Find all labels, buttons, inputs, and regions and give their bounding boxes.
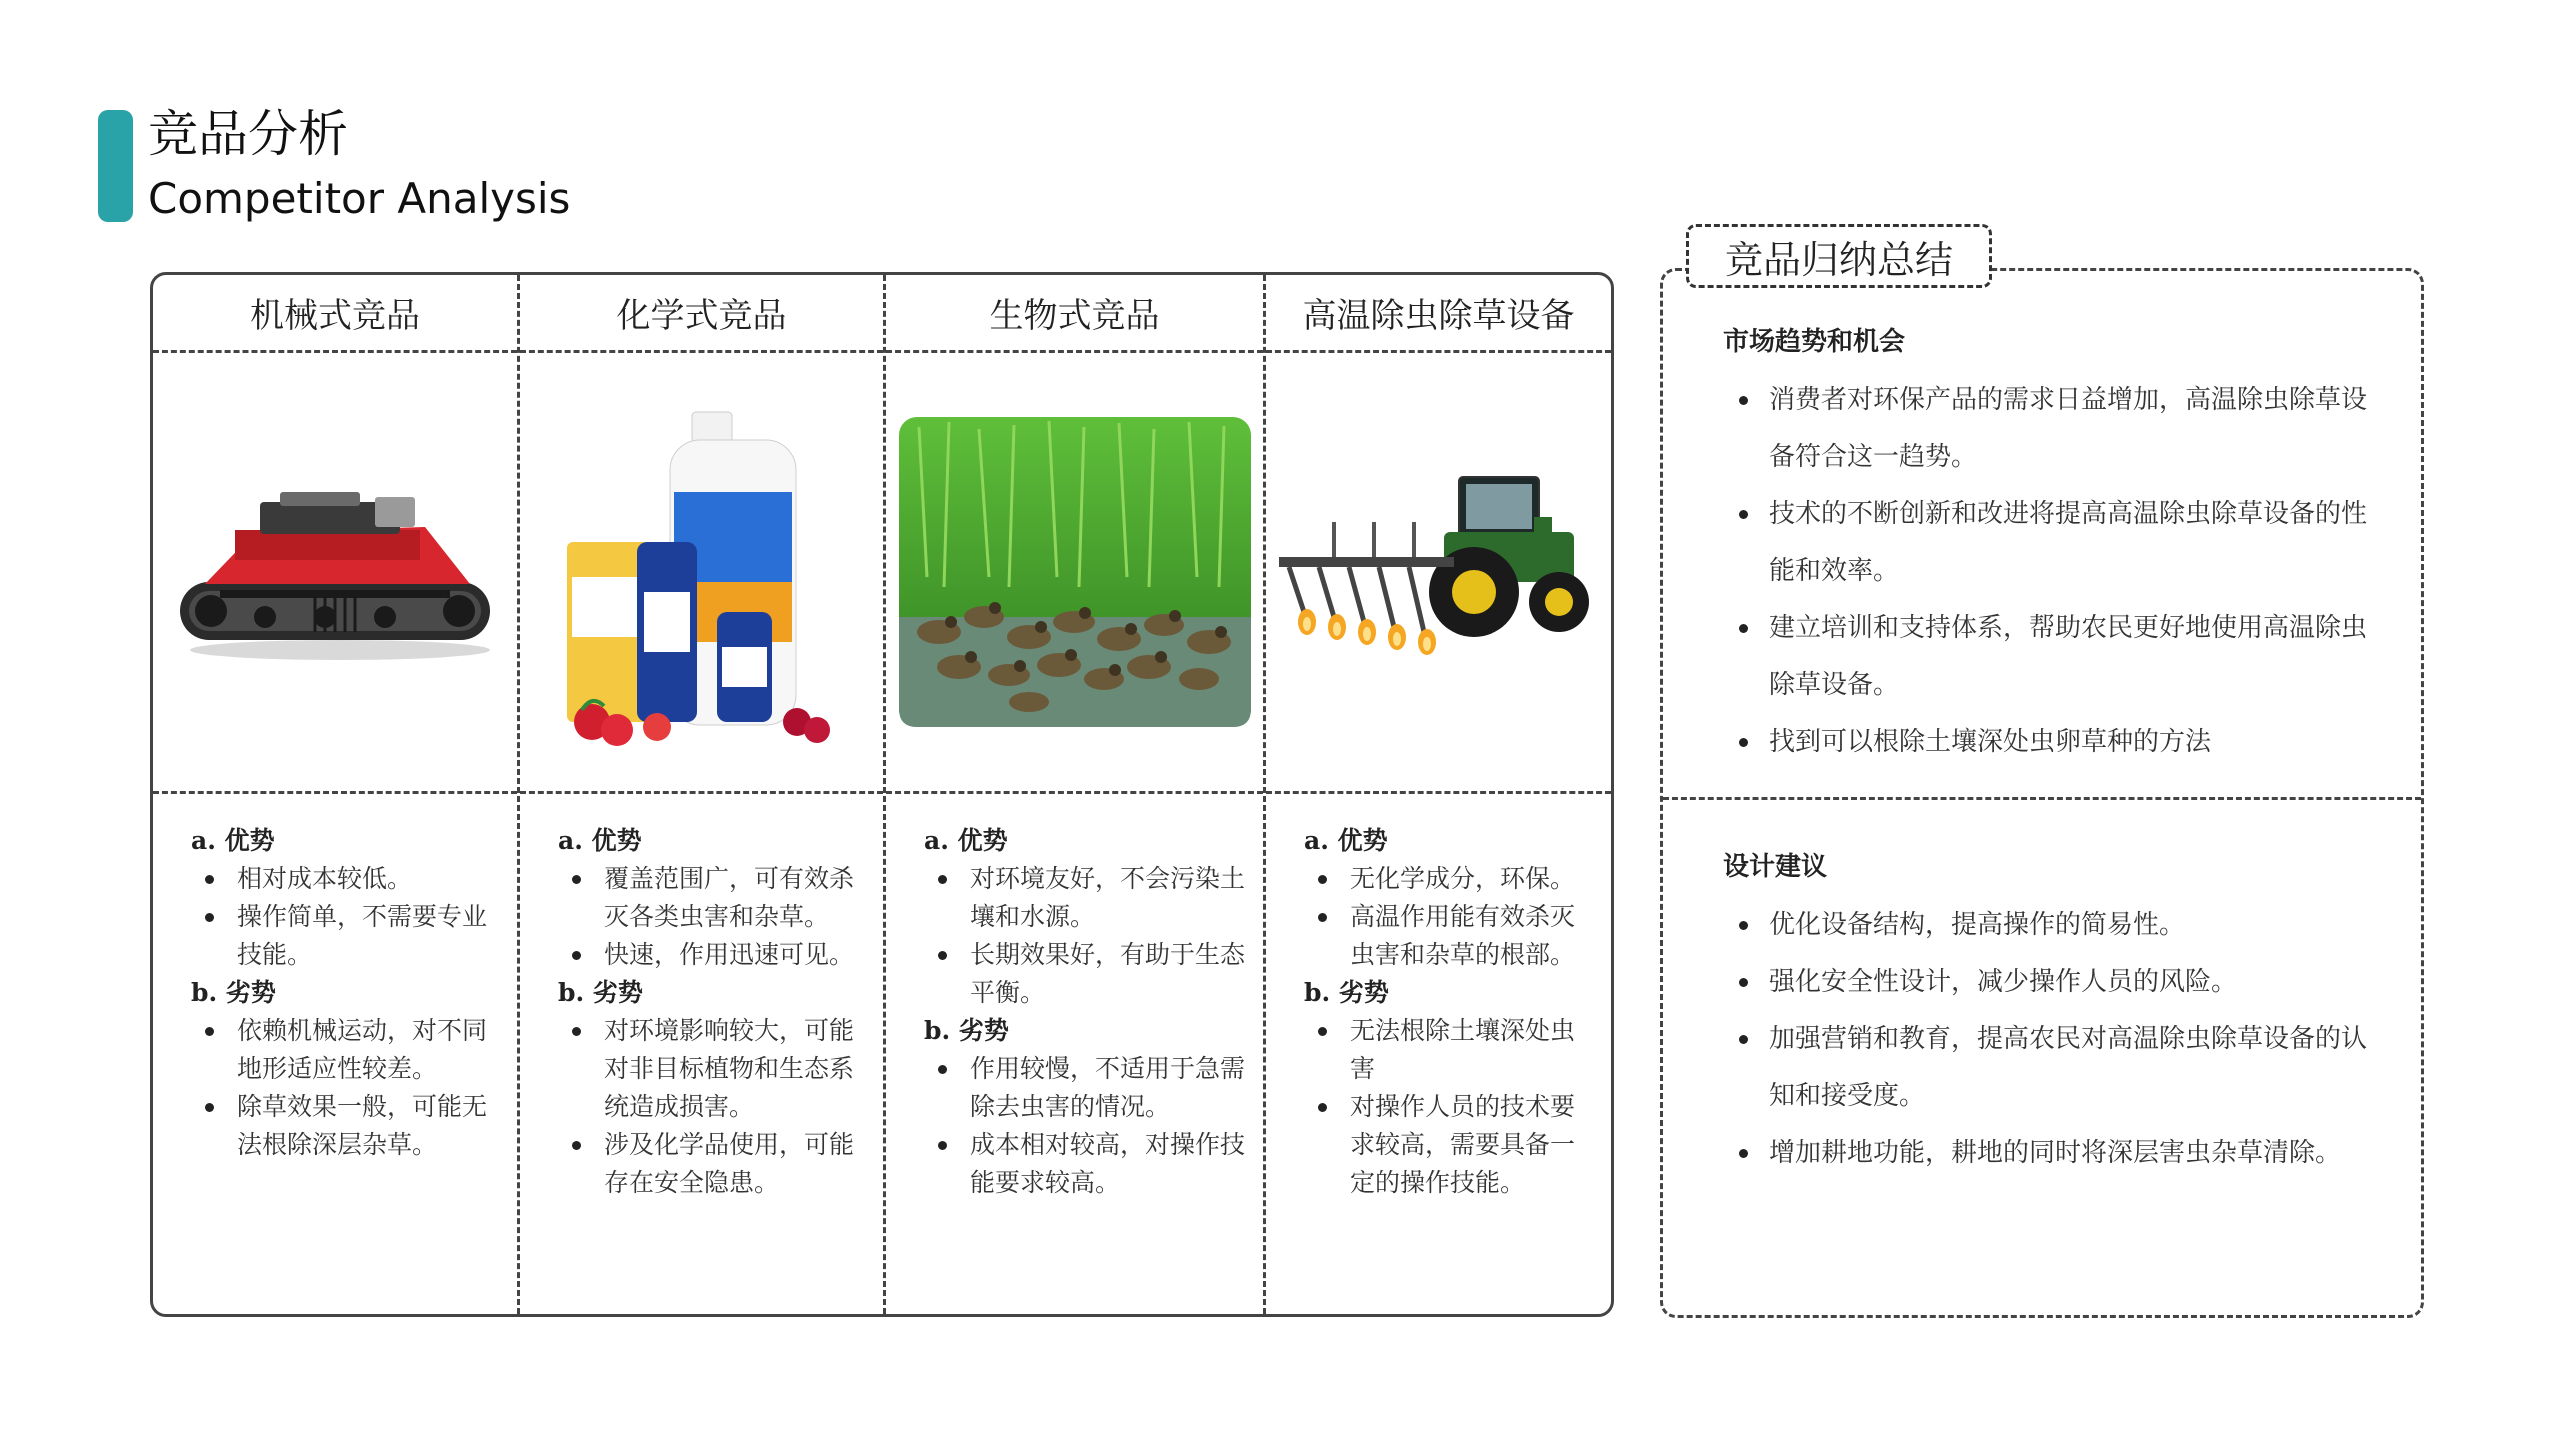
list-item: 消费者对环保产品的需求日益增加，高温除虫除草设备符合这一趋势。: [1737, 372, 2391, 486]
advantages-label: a. 优势: [1304, 826, 1388, 855]
advantages-list: [558, 860, 865, 974]
list-item: 技术的不断创新和改进将提高高温除虫除草设备的性能和效率。: [1737, 486, 2391, 600]
disadvantages-list: [924, 1050, 1245, 1202]
title-accent-bar: [98, 110, 133, 222]
market-section: [1723, 321, 2391, 771]
list-item: 成本相对较高，对操作技能要求较高。: [934, 1126, 1245, 1202]
column-header: 生物式竞品: [886, 275, 1263, 353]
advantages-list: [924, 860, 1245, 1012]
disadvantages-list: [191, 1012, 499, 1164]
advantages-list: [1304, 860, 1593, 974]
list-item: 无化学成分，环保。: [1314, 860, 1593, 898]
column-chemical: [520, 275, 886, 1314]
list-item: 强化安全性设计，减少操作人员的风险。: [1737, 954, 2391, 1011]
pesticide-products-image: [562, 392, 842, 752]
disadvantages-label: b. 劣势: [191, 978, 276, 1007]
list-item: 作用较慢，不适用于急需除去虫害的情况。: [934, 1050, 1245, 1126]
list-item: 高温作用能有效杀灭虫害和杂草的根部。: [1314, 898, 1593, 974]
list-item: 无法根除土壤深处虫害: [1314, 1012, 1593, 1088]
column-image-cell: [520, 353, 883, 794]
market-list: [1723, 372, 2391, 771]
advantages-label: a. 优势: [191, 826, 275, 855]
disadvantages-list: [1304, 1012, 1593, 1202]
list-item: 增加耕地功能，耕地的同时将深层害虫杂草清除。: [1737, 1125, 2391, 1182]
list-item: 长期效果好，有助于生态平衡。: [934, 936, 1245, 1012]
market-heading: 市场趋势和机会: [1723, 327, 1906, 357]
list-item: 操作简单，不需要专业技能。: [201, 898, 499, 974]
advantages-label: a. 优势: [558, 826, 642, 855]
design-section: [1723, 846, 2391, 1182]
list-item: 覆盖范围广，可有效杀灭各类虫害和杂草。: [568, 860, 865, 936]
list-item: 对环境友好，不会污染土壤和水源。: [934, 860, 1245, 936]
disadvantages-list: [558, 1012, 865, 1202]
list-item: 相对成本较低。: [201, 860, 499, 898]
column-thermal-equipment: [1266, 275, 1611, 1314]
disadvantages-label: b. 劣势: [924, 1016, 1009, 1045]
flame-weeder-tractor-image: [1274, 462, 1604, 682]
column-image-cell: [1266, 353, 1611, 794]
column-image-cell: [886, 353, 1263, 794]
ducks-rice-paddy-image: [899, 417, 1251, 727]
disadvantages-label: b. 劣势: [558, 978, 643, 1007]
column-text: [886, 794, 1263, 1202]
column-text: [1266, 794, 1611, 1202]
list-item: 找到可以根除土壤深处虫卵草种的方法: [1737, 714, 2391, 771]
page-subtitle: Competitor Analysis: [148, 174, 571, 223]
list-item: 快速，作用迅速可见。: [568, 936, 865, 974]
list-item: 对环境影响较大，可能对非目标植物和生态系统造成损害。: [568, 1012, 865, 1126]
column-mechanical: [153, 275, 520, 1314]
column-text: [520, 794, 883, 1202]
list-item: 对操作人员的技术要求较高，需要具备一定的操作技能。: [1314, 1088, 1593, 1202]
page-title: 竞品分析: [148, 105, 348, 163]
list-item: 建立培训和支持体系，帮助农民更好地使用高温除虫除草设备。: [1737, 600, 2391, 714]
column-header: 化学式竞品: [520, 275, 883, 353]
advantages-label: a. 优势: [924, 826, 1008, 855]
column-image-cell: [153, 353, 517, 794]
list-item: 除草效果一般，可能无法根除深层杂草。: [201, 1088, 499, 1164]
column-text: [153, 794, 517, 1164]
summary-divider: [1663, 797, 2421, 800]
list-item: 加强营销和教育，提高农民对高温除虫除草设备的认知和接受度。: [1737, 1011, 2391, 1125]
design-heading: 设计建议: [1723, 852, 1828, 882]
column-header: 高温除虫除草设备: [1266, 275, 1611, 353]
list-item: 涉及化学品使用，可能存在安全隐患。: [568, 1126, 865, 1202]
summary-panel: [1660, 268, 2424, 1318]
column-header: 机械式竞品: [153, 275, 517, 353]
list-item: 依赖机械运动，对不同地形适应性较差。: [201, 1012, 499, 1088]
summary-title: 竞品归纳总结: [1686, 224, 1992, 288]
list-item: 优化设备结构，提高操作的简易性。: [1737, 897, 2391, 954]
column-biological: [886, 275, 1266, 1314]
competitor-table: [150, 272, 1614, 1317]
advantages-list: [191, 860, 499, 974]
disadvantages-label: b. 劣势: [1304, 978, 1389, 1007]
weeding-machine-image: [165, 472, 505, 672]
design-list: [1723, 897, 2391, 1182]
